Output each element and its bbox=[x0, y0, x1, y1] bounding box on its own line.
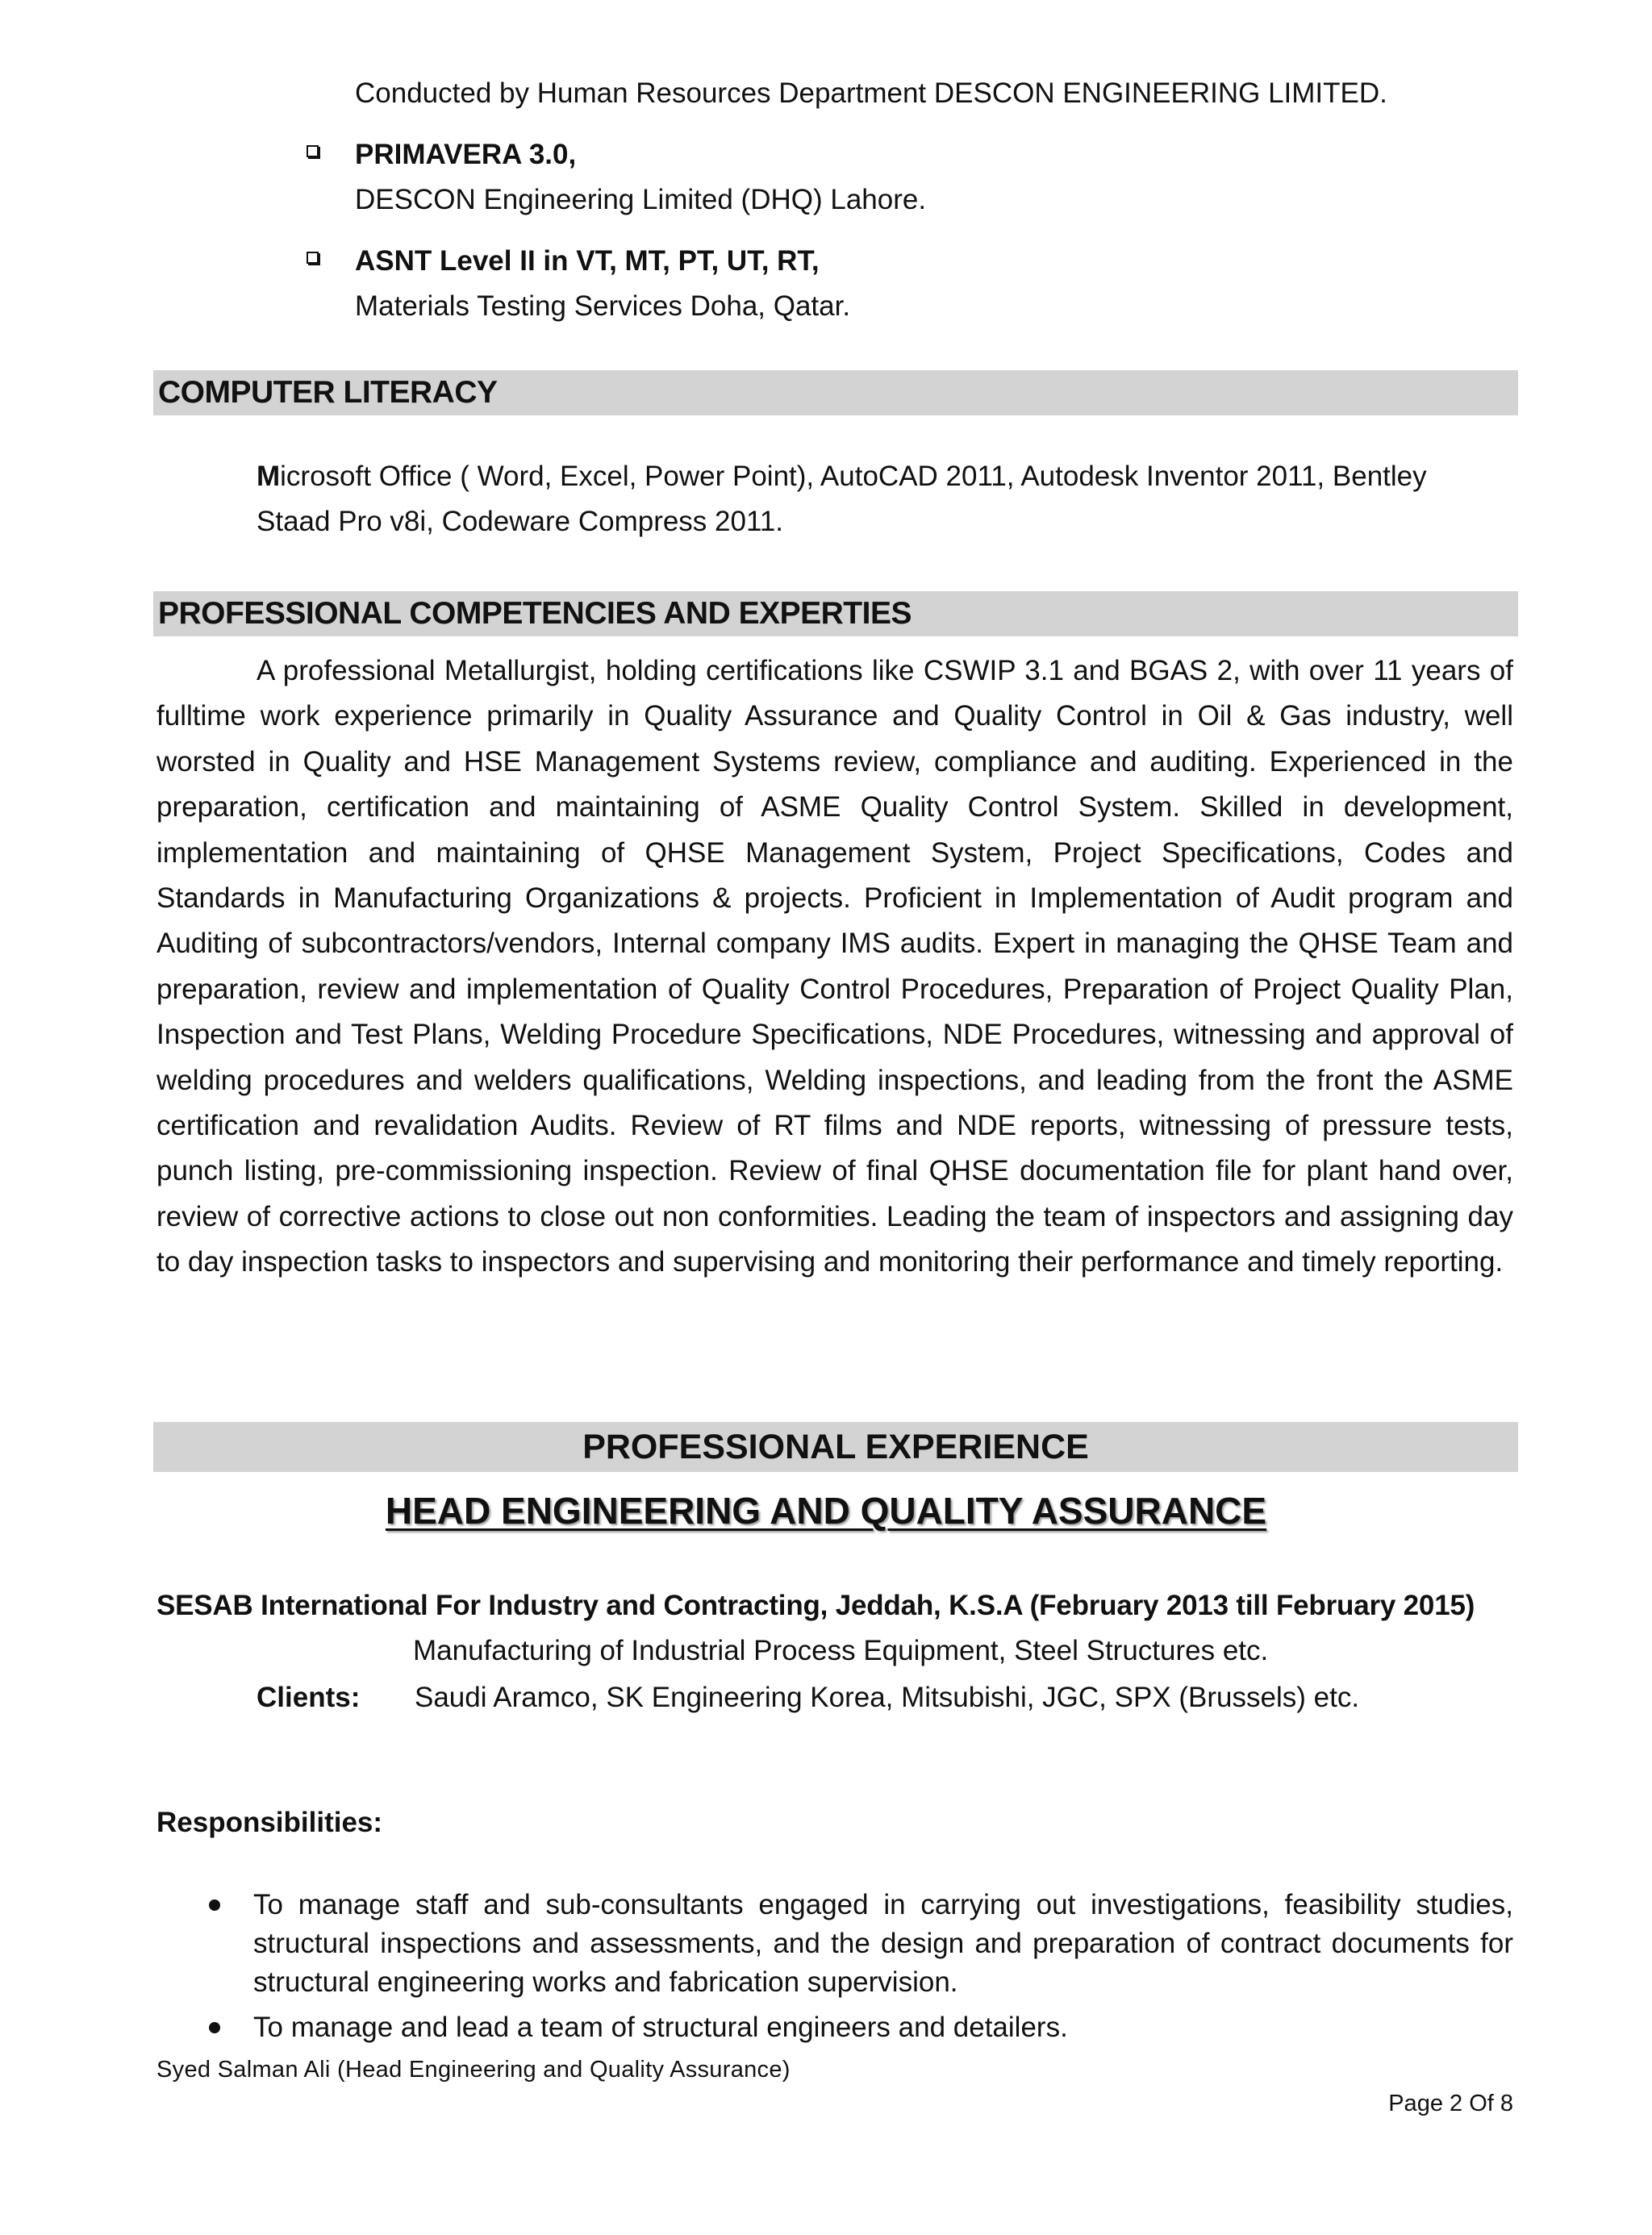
footer-page-number: Page 2 Of 8 bbox=[1388, 2091, 1513, 2116]
section-heading-experience bbox=[153, 1422, 1518, 1472]
drop-letter: M bbox=[257, 461, 281, 492]
responsibility-item: To manage staff and sub-consultants engaged in carrying out investigations, feasibility studies, structural inspections and assessments, and the design and preparation of contract documents for structural engineering works and fabrication supervision. bbox=[253, 1889, 1513, 1998]
clients-value: Saudi Aramco, SK Engineering Korea, Mitsubishi, JGC, SPX (Brussels) etc. bbox=[415, 1682, 1360, 1713]
computer-literacy-line-1 bbox=[257, 454, 1427, 499]
section-heading-label: PROFESSIONAL EXPERIENCE bbox=[582, 1428, 1089, 1466]
company-business: Manufacturing of Industrial Process Equipment, Steel Structures etc. bbox=[413, 1635, 1269, 1666]
section-heading-label: COMPUTER LITERACY bbox=[158, 375, 498, 410]
training-conducted-by: Conducted by Human Resources Department DESCON ENGINEERING LIMITED. bbox=[355, 77, 1387, 109]
competencies-paragraph: A professional Metallurgist, holding certifications like CSWIP 3.1 and BGAS 2, with over 11 years of fulltime work experience primarily in Quality Assurance and Quality Control in Oil & Gas industry, well worsted in Quality and HSE Management Systems review, compliance and auditing. Experienced in the preparation, certification and maintaining of ASME Quality Control System. Skilled in development, implementation and maintaining of QHSE Management System, Project Specifications, Codes and Standards in Manufacturing Organizations & projects. Proficient in Implementation of Audit program and Auditing of subcontractors/vendors, Internal company IMS audits. Expert in managing the QHSE Team and preparation, review and implementation of Quality Control Procedures, Preparation of Project Quality Plan, Inspection and Test Plans, Welding Procedure Specifications, NDE Procedures, witnessing and approval of welding procedures and welders qualifications, Welding inspections, and leading from the front the ASME certification and revalidation Audits. Review of RT films and NDE reports, witnessing of pressure tests, punch listing, pre-commissioning inspection. Review of final QHSE documentation file for plant hand over, review of corrective actions to close out non conformities. Leading the team of inspectors and assigning day to day inspection tasks to inspectors and supervising and monitoring their performance and timely reporting. bbox=[156, 655, 1513, 1278]
footer-author: Syed Salman Ali (Head Engineering and Quality Assurance) bbox=[156, 2057, 791, 2083]
clients-label: Clients: bbox=[257, 1682, 361, 1713]
bullet-dot-icon bbox=[209, 2022, 220, 2033]
responsibilities-label: Responsibilities: bbox=[156, 1807, 383, 1838]
responsibility-item: To manage and lead a team of structural engineers and detailers. bbox=[253, 2012, 1068, 2043]
section-heading-label: PROFESSIONAL COMPETENCIES AND EXPERTIES bbox=[158, 596, 912, 631]
section-heading-computer-literacy bbox=[153, 370, 1518, 415]
company-line: SESAB International For Industry and Contracting, Jeddah, K.S.A (February 2013 till February 2015) bbox=[156, 1590, 1475, 1621]
section-heading-competencies bbox=[153, 591, 1518, 636]
cert-detail-primavera: DESCON Engineering Limited (DHQ) Lahore. bbox=[355, 184, 927, 215]
cert-title-primavera: PRIMAVERA 3.0, bbox=[355, 139, 577, 170]
computer-literacy-line-1-text: icrosoft Office ( Word, Excel, Power Point), AutoCAD 2011, Autodesk Inventor 2011, Bentley bbox=[280, 461, 1427, 492]
computer-literacy-line-2: Staad Pro v8i, Codeware Compress 2011. bbox=[257, 506, 784, 537]
square-bullet-icon bbox=[307, 145, 319, 157]
role-title: HEAD ENGINEERING AND QUALITY ASSURANCE bbox=[385, 1490, 1267, 1532]
bullet-dot-icon bbox=[209, 1899, 220, 1911]
cert-title-asnt: ASNT Level II in VT, MT, PT, UT, RT, bbox=[355, 245, 820, 277]
cert-detail-asnt: Materials Testing Services Doha, Qatar. bbox=[355, 290, 851, 322]
square-bullet-icon bbox=[307, 252, 319, 264]
